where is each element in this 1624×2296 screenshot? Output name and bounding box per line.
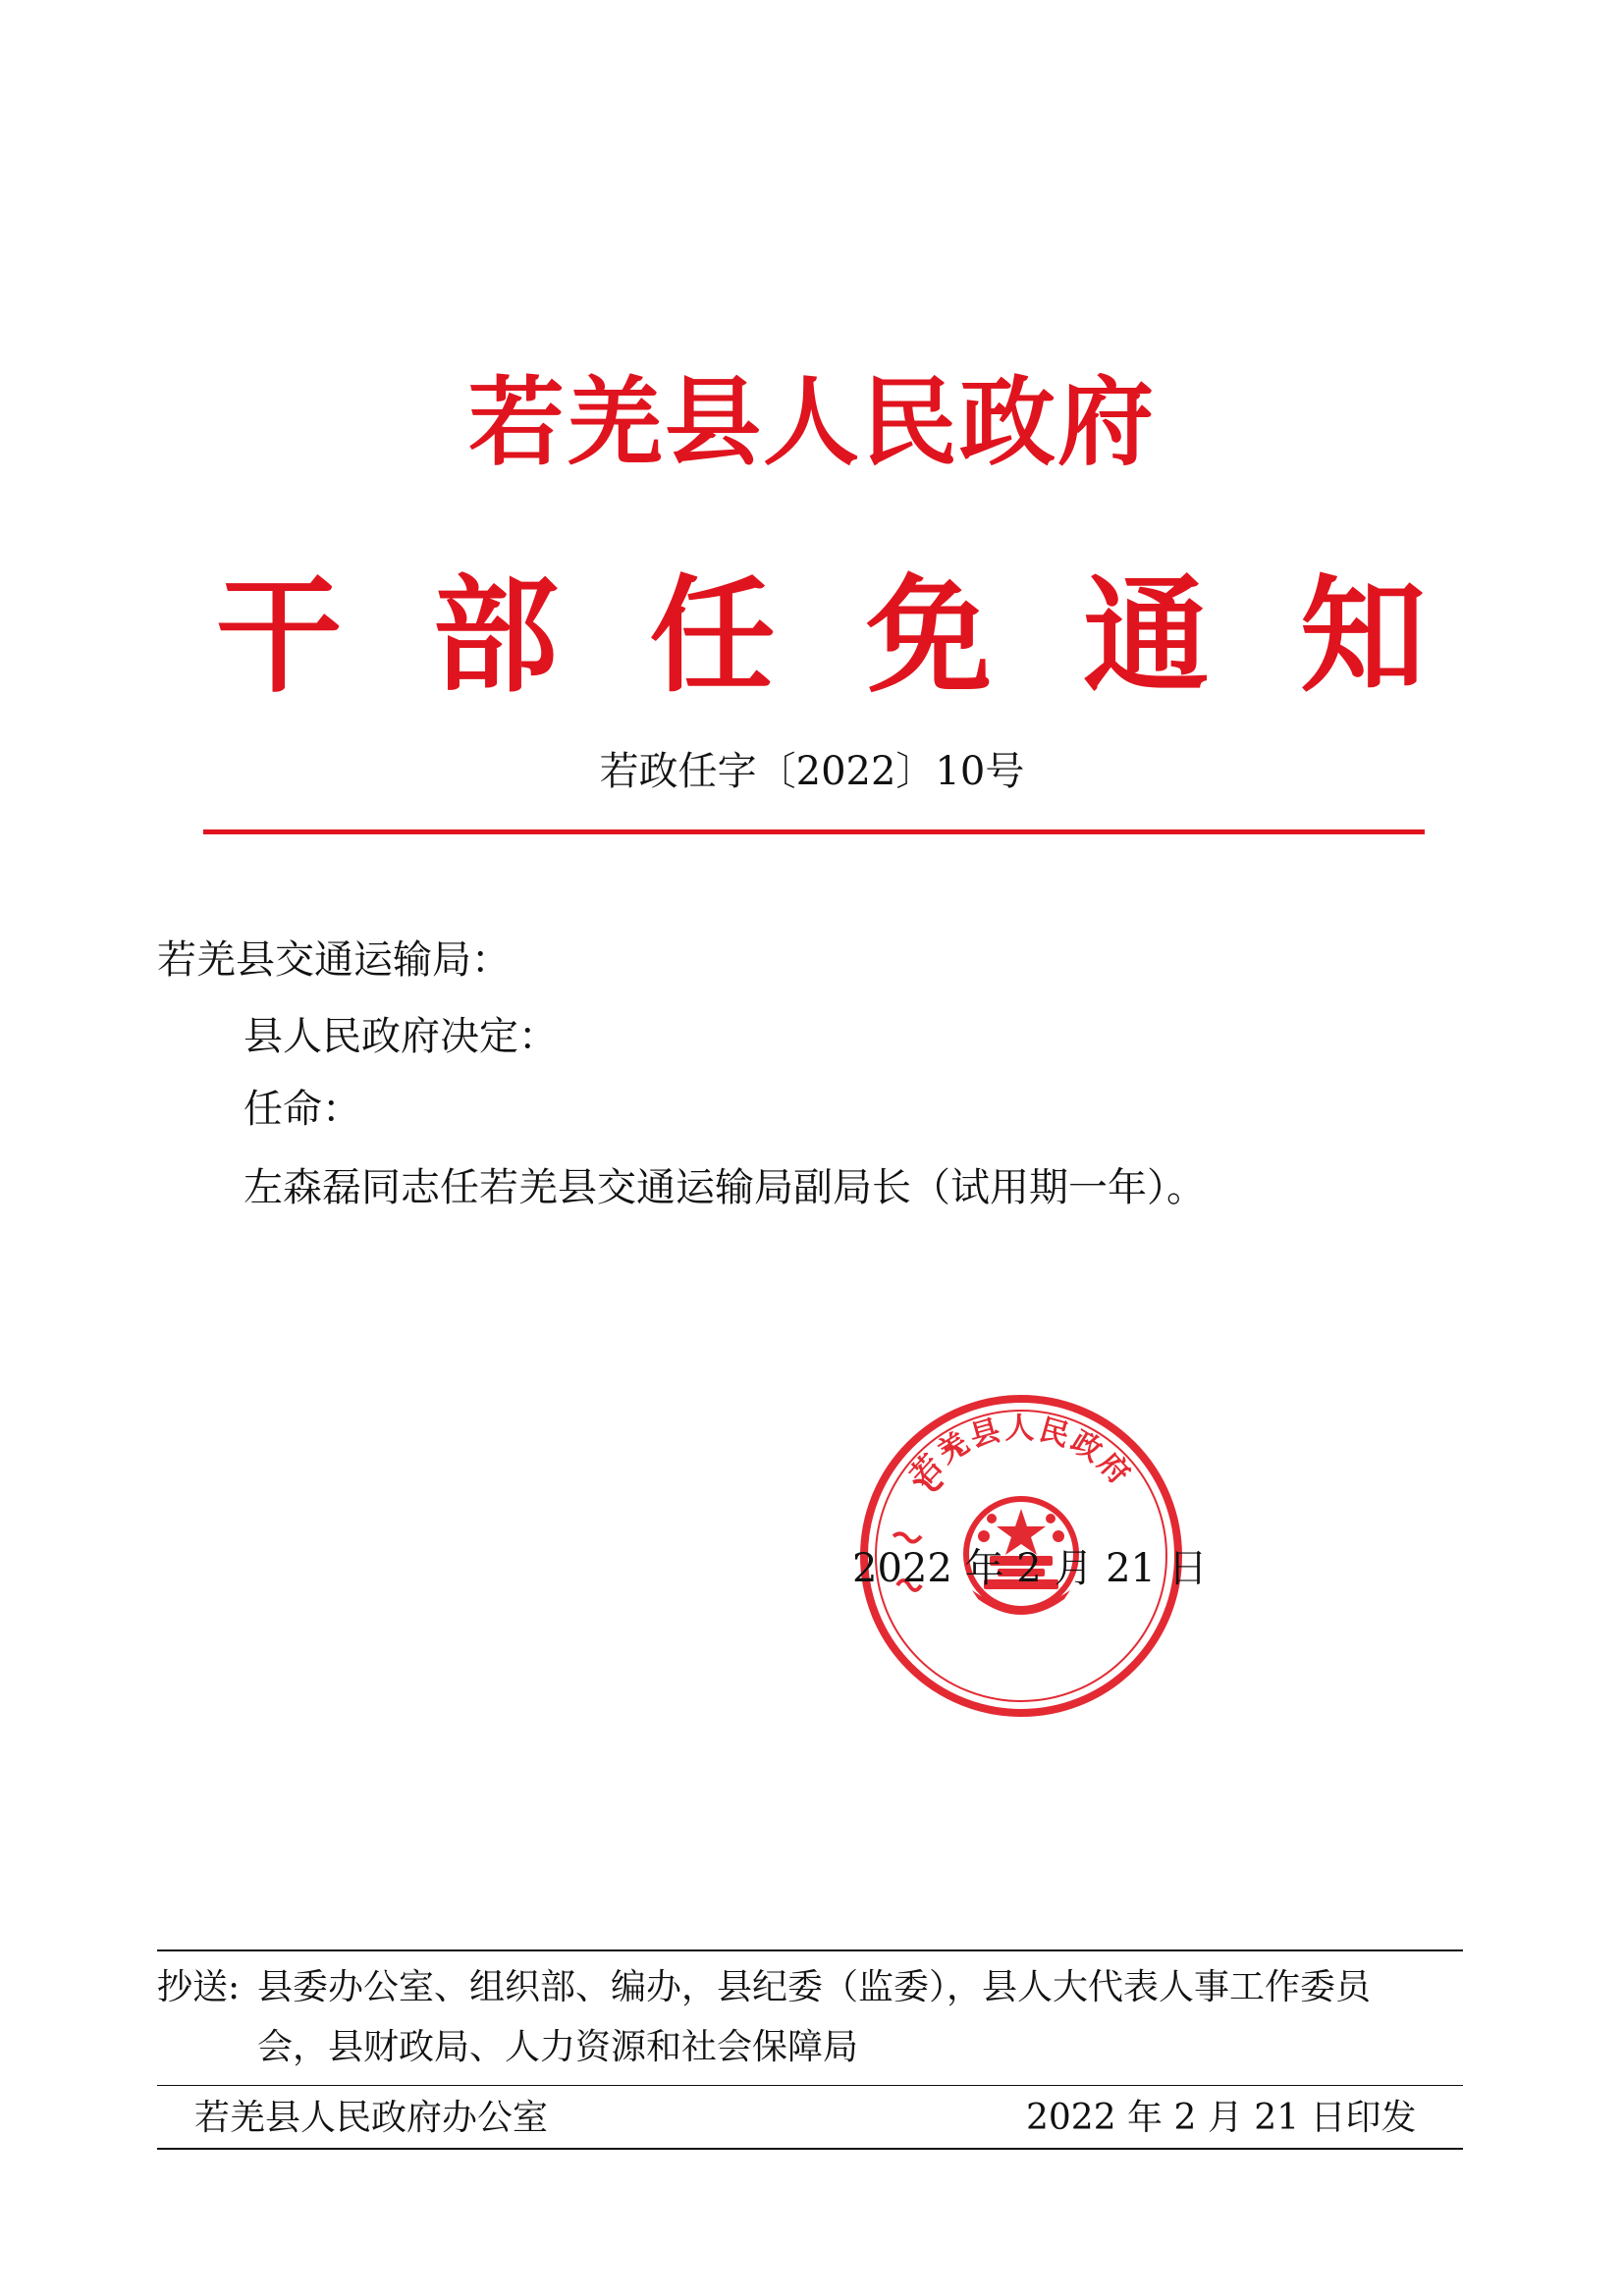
cc-label: 抄送: xyxy=(157,1967,241,2007)
addressee: 若羌县交通运输局： xyxy=(157,937,511,983)
appointment-content: 左森磊同志任若羌县交通运输局副局长（试用期一年）。 xyxy=(244,1165,1206,1210)
signature-date: 2022 年 2 月 21 日 xyxy=(852,1546,1208,1591)
issuer-title: 若羌县人民政府 xyxy=(467,366,1156,479)
cc-recipients-line-2: 会，县财政局、人力资源和社会保障局 xyxy=(257,2027,859,2067)
doc-type-char: 任 xyxy=(649,563,776,710)
document-type-title xyxy=(216,563,1426,710)
cc-recipients-line-1: 县委办公室、组织部、编办，县纪委（监委），县人大代表人事工作委员 xyxy=(257,1967,1372,2007)
doc-type-char: 干 xyxy=(216,563,343,710)
footer-divider-middle xyxy=(157,2085,1463,2086)
decision-line: 县人民政府决定： xyxy=(244,1014,558,1059)
doc-type-char: 通 xyxy=(1083,563,1210,710)
footer-divider-top xyxy=(157,1949,1463,1951)
svg-text:若羌县人民政府: 若羌县人民政府 xyxy=(903,1412,1139,1494)
issuing-office: 若羌县人民政府办公室 xyxy=(194,2098,549,2138)
document-number: 若政任字〔2022〕10号 xyxy=(599,749,1025,794)
appointment-heading: 任命： xyxy=(244,1087,361,1132)
doc-type-char: 部 xyxy=(432,563,559,710)
issue-date: 2022 年 2 月 21 日印发 xyxy=(1026,2098,1417,2138)
header-divider xyxy=(203,829,1425,834)
doc-type-char: 知 xyxy=(1299,563,1426,710)
footer-divider-bottom xyxy=(157,2148,1463,2150)
doc-type-char: 免 xyxy=(866,563,993,710)
